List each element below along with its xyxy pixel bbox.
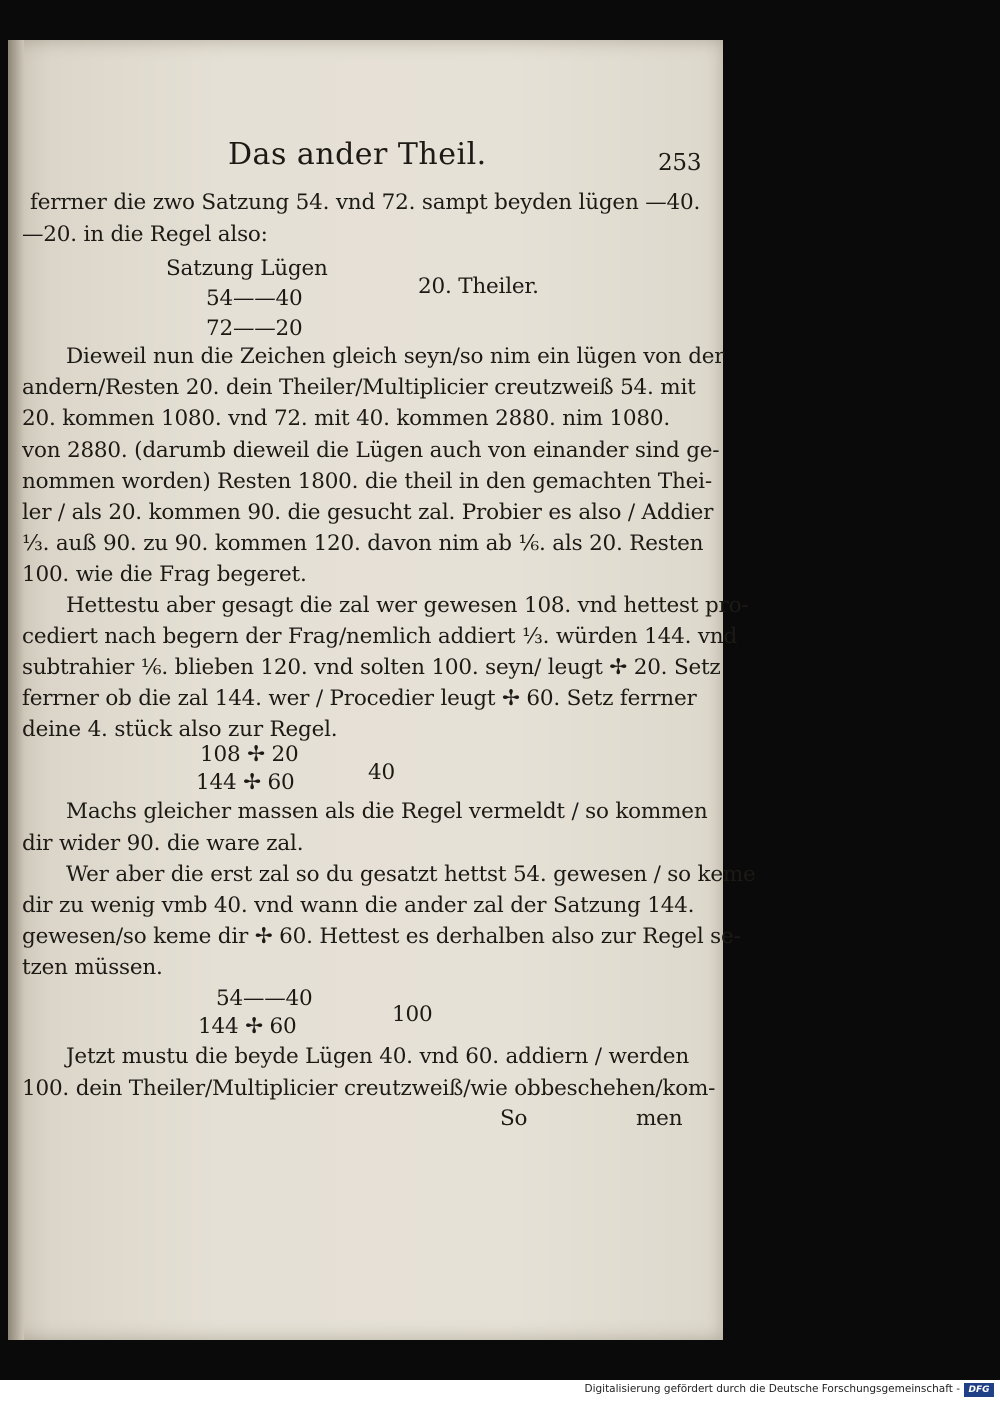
text-line: ler / als 20. kommen 90. die gesucht zal. Probier es also / Addier: [22, 500, 714, 525]
text-line: von 2880. (darumb dieweil die Lügen auch von einander sind ge-: [22, 438, 720, 463]
text-line: —20. in die Regel also:: [22, 222, 268, 247]
table-row: 54——40: [216, 986, 313, 1011]
table-row: 108 ✢ 20: [200, 742, 299, 767]
table-row: 72——20: [206, 316, 303, 341]
running-header: Das ander Theil.: [228, 137, 487, 172]
dfg-logo: DFG: [964, 1383, 994, 1397]
text-line: ⅓. auß 90. zu 90. kommen 120. davon nim ab ⅙. als 20. Resten: [22, 531, 704, 556]
divisor-value: 100: [392, 1002, 433, 1027]
text-line: andern/Resten 20. dein Theiler/Multiplicier creutzweiß 54. mit: [22, 375, 696, 400]
table-row: 144 ✢ 60: [196, 770, 295, 795]
divisor-value: 40: [368, 760, 395, 785]
text-line: subtrahier ⅙. blieben 120. vnd solten 100. seyn/ leugt ✢ 20. Setz: [22, 655, 721, 680]
text-line: 100. dein Theiler/Multiplicier creutzweiß/wie obbeschehen/kom-: [22, 1076, 716, 1101]
text-line: Machs gleicher massen als die Regel vermeldt / so kommen: [66, 799, 708, 824]
text-line: Jetzt mustu die beyde Lügen 40. vnd 60. addiern / werden: [66, 1044, 689, 1069]
text-line: dir wider 90. die ware zal.: [22, 831, 304, 856]
text-line: deine 4. stück also zur Regel.: [22, 717, 338, 742]
text-line: Hettestu aber gesagt die zal wer gewesen 108. vnd hettest pro-: [66, 593, 749, 618]
catchword: men: [636, 1106, 683, 1131]
text-line: Wer aber die erst zal so du gesatzt hettst 54. gewesen / so keme: [66, 862, 756, 887]
signature-mark: So: [500, 1106, 528, 1131]
text-line: nommen worden) Resten 1800. die theil in den gemachten Thei-: [22, 469, 712, 494]
book-page: [8, 40, 756, 1340]
text-line: Dieweil nun die Zeichen gleich seyn/so nim ein lügen von der: [66, 344, 725, 369]
table-row: 54——40: [206, 286, 303, 311]
text-line: gewesen/so keme dir ✢ 60. Hettest es derhalben also zur Regel se-: [22, 924, 741, 949]
funding-credit: Digitalisierung gefördert durch die Deutsche Forschungsgemeinschaft -: [584, 1383, 960, 1395]
text-line: 100. wie die Frag begeret.: [22, 562, 307, 587]
table-header: Satzung Lügen: [166, 256, 328, 281]
digitization-footer: [0, 1380, 1000, 1401]
text-line: cediert nach begern der Frag/nemlich addiert ⅓. würden 144. vnd: [22, 624, 738, 649]
text-line: 20. kommen 1080. vnd 72. mit 40. kommen 2880. nim 1080.: [22, 406, 670, 431]
table-row: 144 ✢ 60: [198, 1014, 297, 1039]
text-line: tzen müssen.: [22, 955, 163, 980]
text-line: ferrner ob die zal 144. wer / Procedier leugt ✢ 60. Setz ferrner: [22, 686, 697, 711]
divisor-label: 20. Theiler.: [418, 274, 539, 299]
text-line: ferrner die zwo Satzung 54. vnd 72. sampt beyden lügen —40.: [30, 190, 701, 215]
text-line: dir zu wenig vmb 40. vnd wann die ander zal der Satzung 144.: [22, 893, 695, 918]
page-number: 253: [658, 150, 702, 176]
